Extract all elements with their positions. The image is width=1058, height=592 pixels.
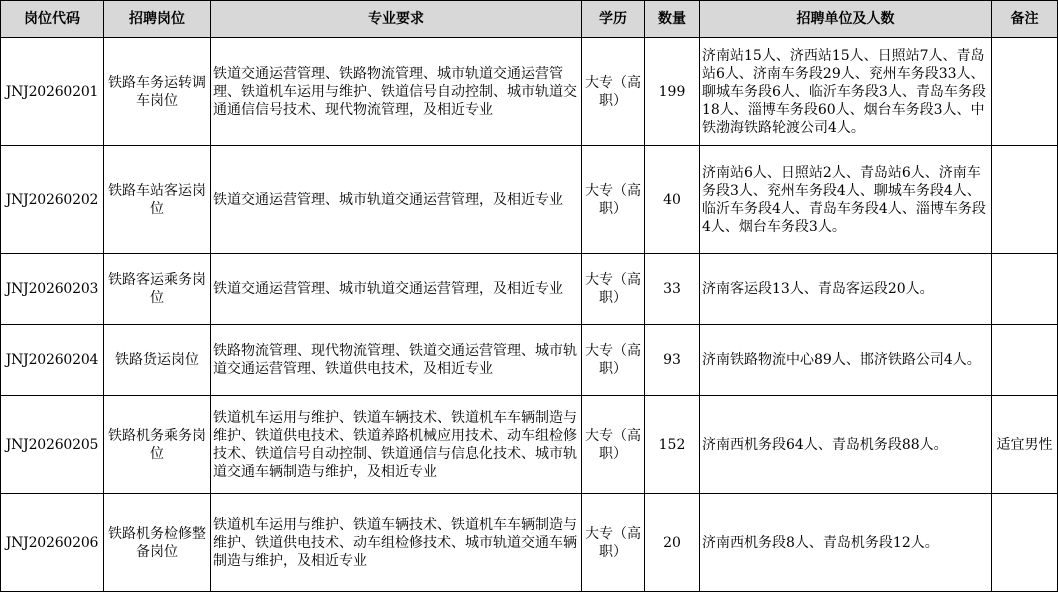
education-level: 大专（高职） — [582, 494, 645, 592]
note — [992, 325, 1058, 396]
major-requirement: 铁道交通运营管理、铁路物流管理、城市轨道交通运营管理、铁道机车运用与维护、铁道信号自动控制、城市轨道交通通信信号技术、现代物流管理，及相近专业 — [211, 38, 582, 146]
education-level: 大专（高职） — [582, 325, 645, 396]
education-level: 大专（高职） — [582, 38, 645, 146]
job-code: JNJ20260202 — [1, 146, 104, 254]
table-row — [1, 396, 1058, 494]
major-requirement: 铁路物流管理、现代物流管理、铁道交通运营管理、城市轨道交通运营管理、铁道供电技术，及相近专业 — [211, 325, 582, 396]
note — [992, 254, 1058, 325]
job-position: 铁路车站客运岗位 — [104, 146, 211, 254]
header-note: 备注 — [992, 1, 1058, 38]
hiring-units: 济南西机务段64人、青岛机务段88人。 — [700, 396, 992, 494]
major-requirement: 铁道交通运营管理、城市轨道交通运营管理，及相近专业 — [211, 254, 582, 325]
header-position: 招聘岗位 — [104, 1, 211, 38]
header-units: 招聘单位及人数 — [700, 1, 992, 38]
job-position: 铁路客运乘务岗位 — [104, 254, 211, 325]
table-row — [1, 38, 1058, 146]
job-code: JNJ20260205 — [1, 396, 104, 494]
hire-count: 152 — [645, 396, 700, 494]
education-level: 大专（高职） — [582, 146, 645, 254]
hiring-units: 济南站15人、济西站15人、日照站7人、青岛站6人、济南车务段29人、兖州车务段33人、聊城车务段6人、临沂车务段3人、青岛车务段18人、淄博车务段60人、烟台车务段3人、中铁渤海铁路轮渡公司4人。 — [700, 38, 992, 146]
major-requirement: 铁道机车运用与维护、铁道车辆技术、铁道机车车辆制造与维护、铁道供电技术、铁道养路机械应用技术、动车组检修技术、铁道信号自动控制、铁道通信与信息化技术、城市轨道交通车辆制造与维护，及相近专业 — [211, 396, 582, 494]
note — [992, 38, 1058, 146]
job-code: JNJ20260204 — [1, 325, 104, 396]
job-position: 铁路机务乘务岗位 — [104, 396, 211, 494]
hire-count: 33 — [645, 254, 700, 325]
table-row — [1, 325, 1058, 396]
table-row — [1, 254, 1058, 325]
major-requirement: 铁道机车运用与维护、铁道车辆技术、铁道机车车辆制造与维护、铁道供电技术、动车组检修技术、城市轨道交通车辆制造与维护，及相近专业 — [211, 494, 582, 592]
hiring-units: 济南客运段13人、青岛客运段20人。 — [700, 254, 992, 325]
table-row — [1, 494, 1058, 592]
header-major: 专业要求 — [211, 1, 582, 38]
hire-count: 199 — [645, 38, 700, 146]
header-code: 岗位代码 — [1, 1, 104, 38]
hiring-units: 济南西机务段8人、青岛机务段12人。 — [700, 494, 992, 592]
hire-count: 93 — [645, 325, 700, 396]
header-education: 学历 — [582, 1, 645, 38]
hiring-units: 济南站6人、日照站2人、青岛站6人、济南车务段3人、兖州车务段4人、聊城车务段4人、临沂车务段4人、青岛车务段4人、淄博车务段4人、烟台车务段3人。 — [700, 146, 992, 254]
table-header-row — [1, 1, 1058, 38]
hire-count: 40 — [645, 146, 700, 254]
job-position: 铁路车务运转调车岗位 — [104, 38, 211, 146]
job-position: 铁路机务检修整备岗位 — [104, 494, 211, 592]
note — [992, 494, 1058, 592]
education-level: 大专（高职） — [582, 254, 645, 325]
note — [992, 146, 1058, 254]
header-count: 数量 — [645, 1, 700, 38]
note: 适宜男性 — [992, 396, 1058, 494]
job-position: 铁路货运岗位 — [104, 325, 211, 396]
major-requirement: 铁道交通运营管理、城市轨道交通运营管理，及相近专业 — [211, 146, 582, 254]
table-row — [1, 146, 1058, 254]
job-code: JNJ20260206 — [1, 494, 104, 592]
education-level: 大专（高职） — [582, 396, 645, 494]
job-code: JNJ20260201 — [1, 38, 104, 146]
hiring-units: 济南铁路物流中心89人、邯济铁路公司4人。 — [700, 325, 992, 396]
hire-count: 20 — [645, 494, 700, 592]
job-code: JNJ20260203 — [1, 254, 104, 325]
